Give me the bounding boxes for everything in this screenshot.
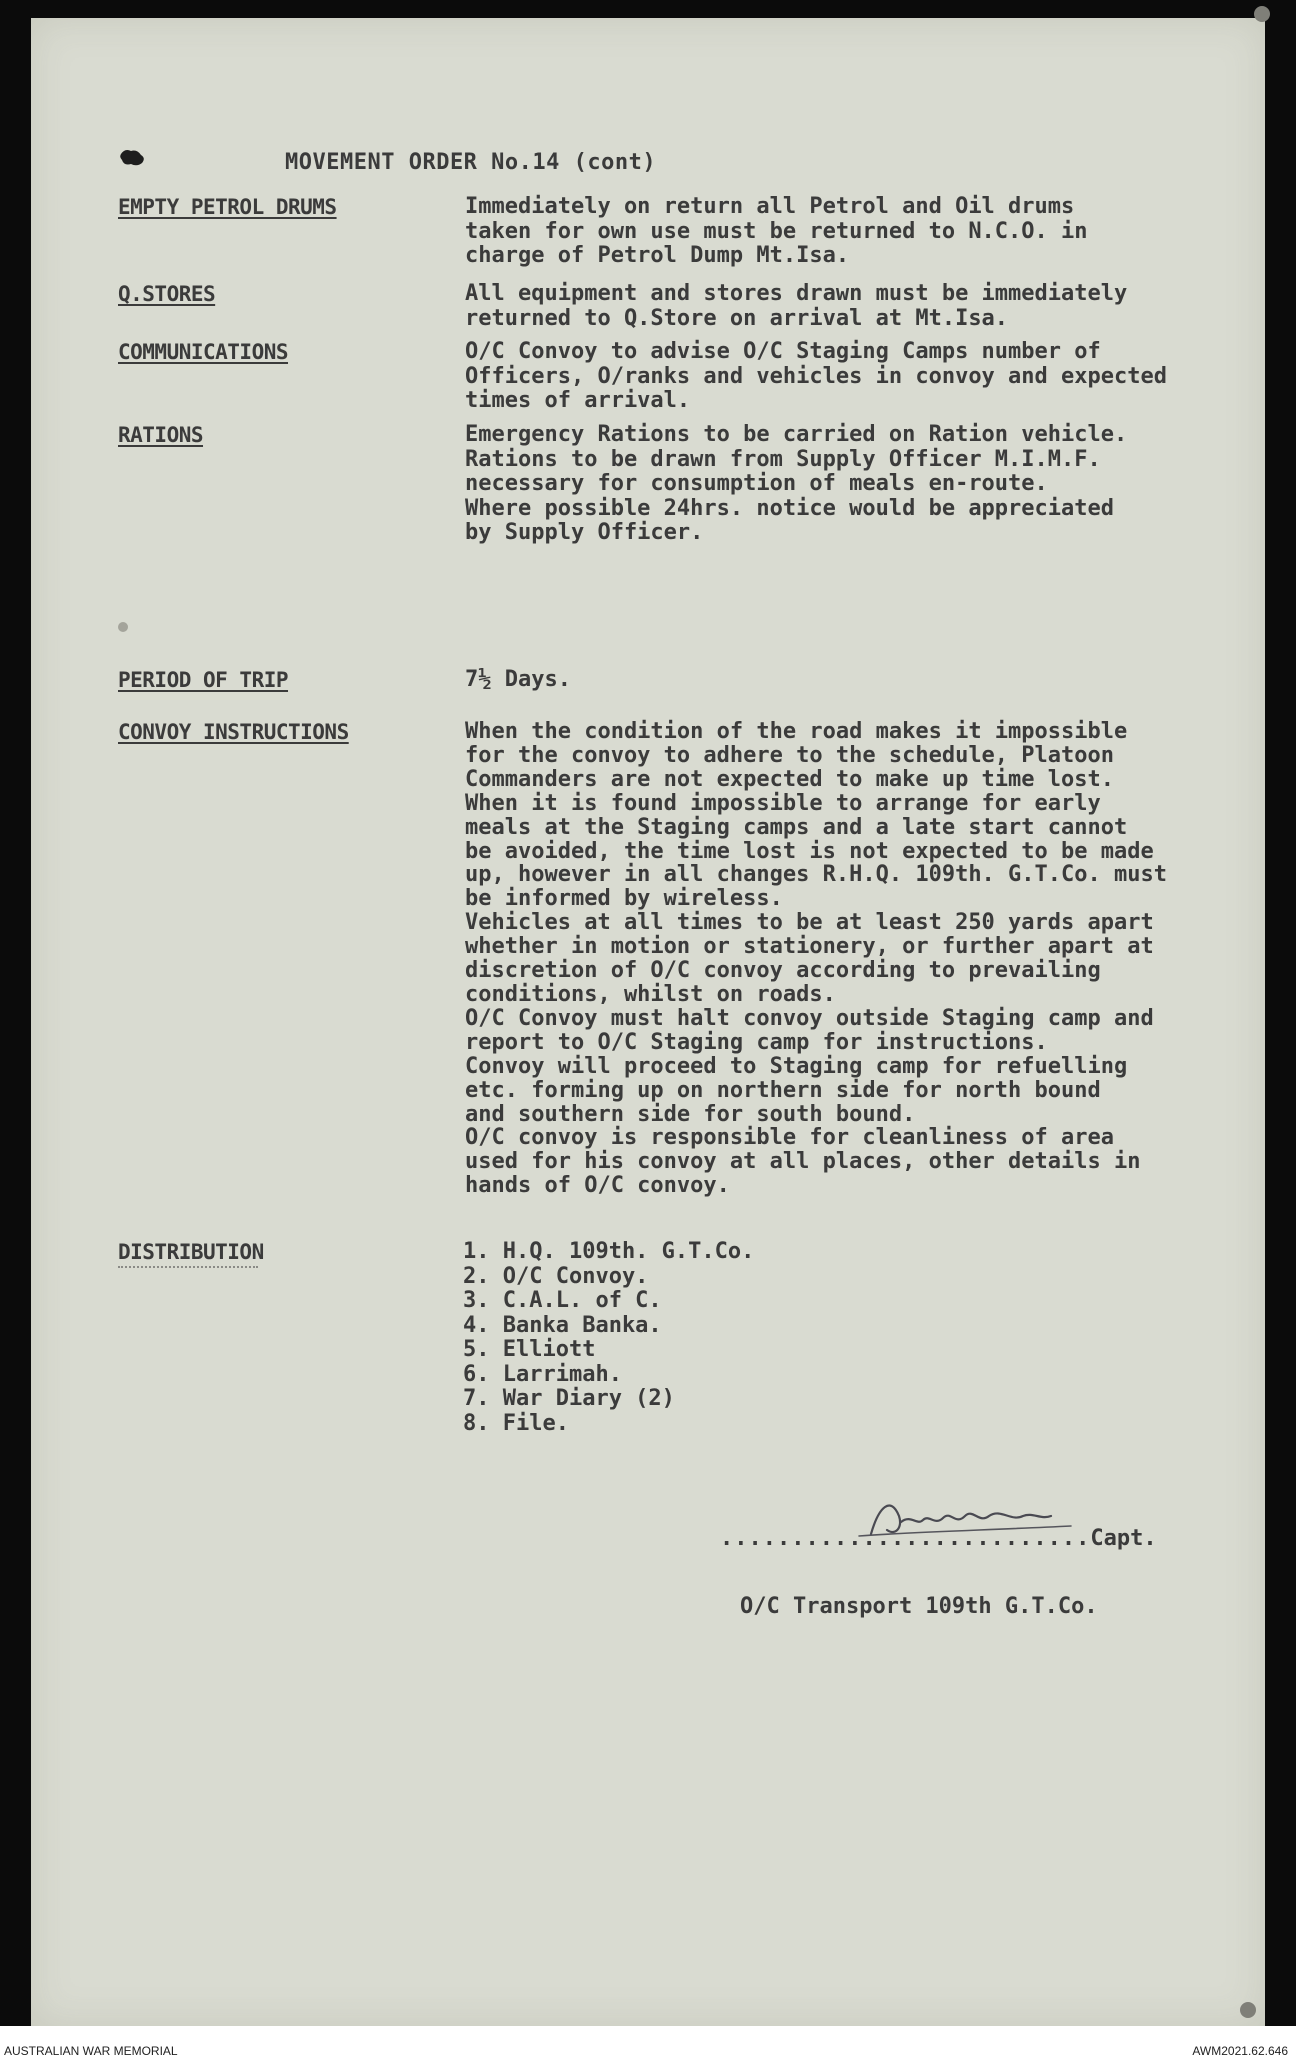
ink-blot-mark xyxy=(119,146,147,168)
body-line: Immediately on return all Petrol and Oil drums xyxy=(465,194,1075,219)
body-line: meals at the Staging camps and a late start cannot xyxy=(465,814,1128,840)
hole-punch-mark xyxy=(1254,6,1270,22)
signature-dots: .......................... xyxy=(720,1526,1091,1551)
body-line: for the convoy to adhere to the schedule, Platoon xyxy=(465,742,1115,768)
distribution-item: 2. O/C Convoy. xyxy=(463,1263,649,1289)
signature-line xyxy=(720,1526,1157,1551)
page-title: MOVEMENT ORDER No.14 (cont) xyxy=(285,150,657,175)
body-line: All equipment and stores drawn must be immediately xyxy=(465,281,1128,306)
section-body xyxy=(465,720,1245,1198)
body-line: returned to Q.Store on arrival at Mt.Isa. xyxy=(465,305,1009,331)
body-line: Rations to be drawn from Supply Officer M.I.M.F. xyxy=(465,446,1101,472)
body-line: Emergency Rations to be carried on Ration vehicle. xyxy=(465,422,1128,447)
body-line: used for his convoy at all places, other details in xyxy=(465,1149,1141,1175)
body-line: hands of O/C convoy. xyxy=(465,1173,730,1199)
section-body xyxy=(463,1240,1243,1436)
body-line: 7½ Days. xyxy=(465,667,571,692)
document-page xyxy=(31,18,1265,2026)
body-line: Vehicles at all times to be at least 250 yards apart xyxy=(465,910,1154,936)
body-line: Where possible 24hrs. notice would be appreciated xyxy=(465,495,1115,521)
body-line: times of arrival. xyxy=(465,388,691,413)
body-line: charge of Petrol Dump Mt.Isa. xyxy=(465,243,850,268)
stray-mark xyxy=(118,622,128,632)
distribution-item: 1. H.Q. 109th. G.T.Co. xyxy=(463,1239,755,1264)
body-line: report to O/C Staging camp for instructions. xyxy=(465,1029,1048,1055)
body-line: etc. forming up on northern side for north bound xyxy=(465,1077,1101,1103)
body-line: O/C Convoy must halt convoy outside Staging camp and xyxy=(465,1005,1154,1031)
body-line: When it is found impossible to arrange for early xyxy=(465,790,1101,816)
credit-left: AUSTRALIAN WAR MEMORIAL xyxy=(4,2044,178,2058)
signature-rank: Capt. xyxy=(1090,1526,1157,1551)
section-heading: COMMUNICATIONS xyxy=(118,340,289,364)
section-body xyxy=(465,668,1245,693)
body-line: discretion of O/C convoy according to prevailing xyxy=(465,958,1101,984)
body-line: be avoided, the time lost is not expected to be made xyxy=(465,838,1154,864)
section-body xyxy=(465,195,1245,269)
distribution-item: 4. Banka Banka. xyxy=(463,1312,662,1338)
distribution-item: 8. File. xyxy=(463,1410,569,1436)
body-line: O/C Convoy to advise O/C Staging Camps number of xyxy=(465,339,1101,364)
distribution-item: 7. War Diary (2) xyxy=(463,1386,675,1411)
distribution-item: 5. Elliott xyxy=(463,1337,596,1362)
section-heading: RATIONS xyxy=(118,423,204,447)
distribution-dotted-underline xyxy=(118,1266,258,1268)
section-body xyxy=(465,282,1245,331)
body-line: up, however in all changes R.H.Q. 109th. G.T.Co. must xyxy=(465,862,1167,888)
body-line: Commanders are not expected to make up time lost. xyxy=(465,766,1115,792)
credit-bar xyxy=(0,2026,1296,2061)
section-heading: Q.STORES xyxy=(118,282,216,306)
signatory-title: O/C Transport 109th G.T.Co. xyxy=(740,1594,1098,1619)
body-line: and southern side for south bound. xyxy=(465,1101,916,1127)
body-line: necessary for consumption of meals en-route. xyxy=(465,471,1048,496)
body-line: by Supply Officer. xyxy=(465,520,704,545)
section-heading: EMPTY PETROL DRUMS xyxy=(118,195,337,219)
body-line: Officers, O/ranks and vehicles in convoy and expected xyxy=(465,363,1167,389)
body-line: When the condition of the road makes it impossible xyxy=(465,719,1128,744)
section-heading: CONVOY INSTRUCTIONS xyxy=(118,720,349,744)
body-line: whether in motion or stationery, or further apart at xyxy=(465,934,1154,960)
typed-document xyxy=(31,18,1265,2026)
distribution-item: 6. Larrimah. xyxy=(463,1361,622,1387)
credit-right: AWM2021.62.646 xyxy=(1192,2044,1288,2058)
section-body xyxy=(465,423,1245,546)
distribution-item: 3. C.A.L. of C. xyxy=(463,1288,662,1313)
section-heading: PERIOD OF TRIP xyxy=(118,668,289,692)
section-heading: DISTRIBUTION xyxy=(118,1240,264,1264)
body-line: taken for own use must be returned to N.C.O. in xyxy=(465,218,1088,244)
body-line: Convoy will proceed to Staging camp for refuelling xyxy=(465,1053,1128,1079)
hole-punch-mark xyxy=(1240,2002,1256,2018)
body-line: O/C convoy is responsible for cleanliness of area xyxy=(465,1125,1115,1151)
body-line: be informed by wireless. xyxy=(465,886,783,912)
section-body xyxy=(465,340,1245,414)
body-line: conditions, whilst on roads. xyxy=(465,981,836,1007)
